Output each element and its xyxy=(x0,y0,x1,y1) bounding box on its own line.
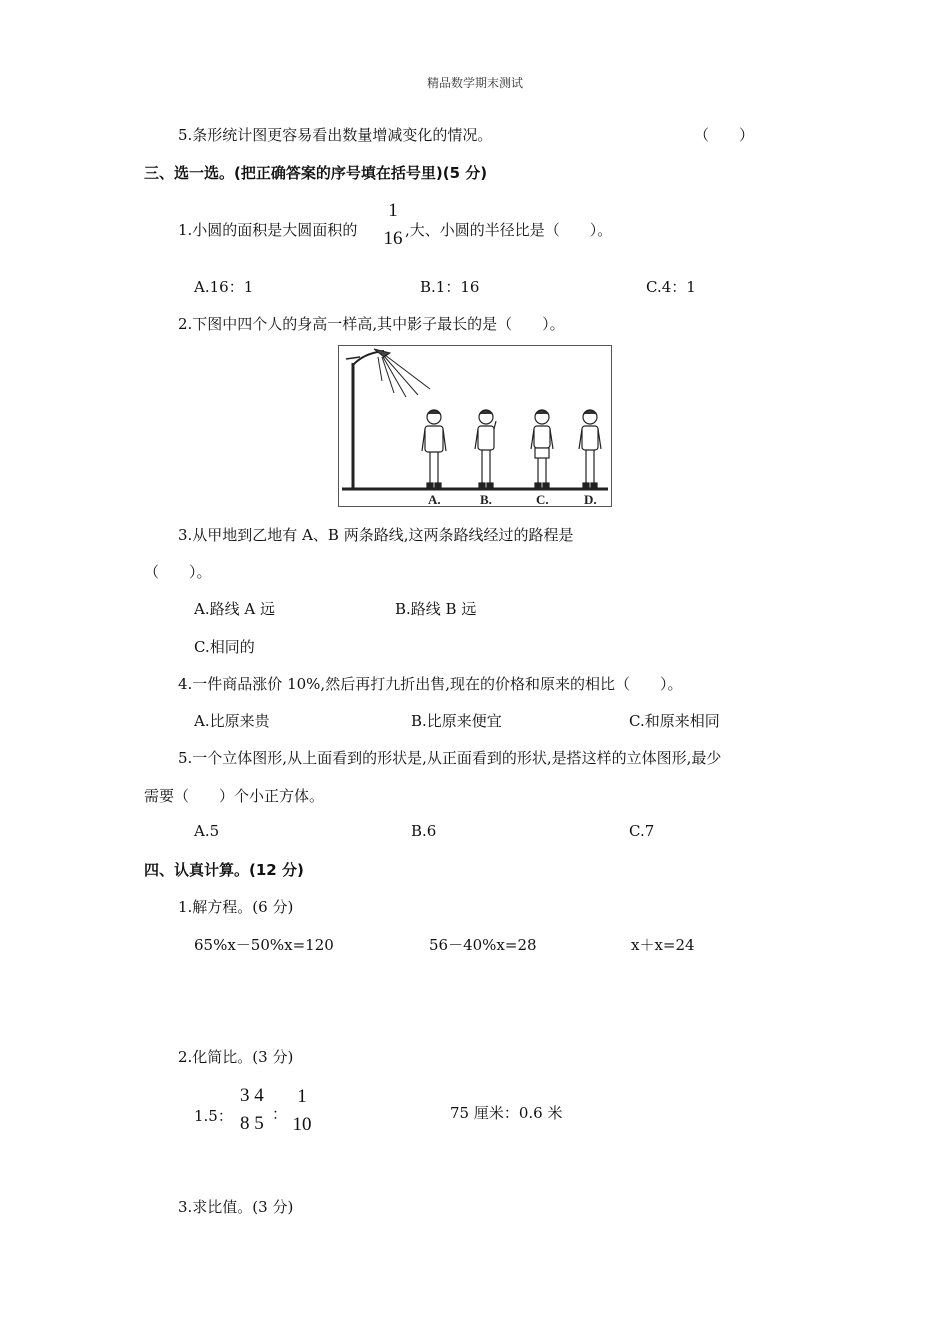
q1-option-c: C.4：1 xyxy=(646,278,696,296)
q3-option-a: A.路线 A 远 xyxy=(194,600,275,618)
question-3-line1: 3.从甲地到乙地有 A、B 两条路线,这两条路线经过的路程是 xyxy=(178,526,574,544)
q4-option-c: C.和原来相同 xyxy=(629,712,720,730)
figure-label-b: B. xyxy=(480,492,492,507)
page-header: 精品数学期末测试 xyxy=(426,76,523,90)
question-5-line1: 5.一个立体图形,从上面看到的形状是,从正面看到的形状,是搭这样的立体图形,最少 xyxy=(178,749,722,767)
sub3-title: 3.求比值。(3 分) xyxy=(178,1198,294,1216)
fraction-numerator: 1 xyxy=(388,200,398,221)
fraction-denominator: 10 xyxy=(292,1114,312,1135)
q3-option-c: C.相同的 xyxy=(194,638,255,656)
ratio-colon: ： xyxy=(272,1105,288,1123)
question-1-text: 1.小圆的面积是大圆面积的 xyxy=(178,221,358,239)
fraction-1-10 xyxy=(289,1086,315,1136)
answer-paren: （ ） xyxy=(694,126,755,144)
q4-option-a: A.比原来贵 xyxy=(194,712,270,730)
q4-option-b: B.比原来便宜 xyxy=(411,712,502,730)
question-4-text: 4.一件商品涨价 10%,然后再打九折出售,现在的价格和原来的相比（ ）。 xyxy=(178,675,683,693)
fraction-denominator: 16 xyxy=(383,228,403,249)
q5-option-c: C.7 xyxy=(629,822,655,840)
question-5-line2: 需要（ ）个小正方体。 xyxy=(144,787,325,805)
figure-label-c: C. xyxy=(536,492,549,507)
q5-option-b: B.6 xyxy=(411,822,437,840)
lamp-shadow-figure xyxy=(338,345,612,507)
ratio-item-2: 75 厘米：0.6 米 xyxy=(450,1104,563,1122)
equation-2: 56－40%x=28 xyxy=(429,936,537,954)
fraction-numerator: 1 xyxy=(297,1086,307,1107)
figure-label-d: D. xyxy=(584,492,597,507)
equation-1: 65%x－50%x=120 xyxy=(194,936,334,954)
fraction-1-16 xyxy=(380,200,406,250)
question-1-text-post: ,大、小圆的半径比是（ ）。 xyxy=(405,221,613,239)
section-3-title: 三、选一选。(把正确答案的序号填在括号里)(5 分) xyxy=(144,164,488,182)
sub1-title: 1.解方程。(6 分) xyxy=(178,898,294,916)
equation-3: x＋x=24 xyxy=(631,936,695,954)
q5-option-a: A.5 xyxy=(194,822,220,840)
q1-option-b: B.1：16 xyxy=(420,278,480,296)
ratio-bottom-digits: 8 5 xyxy=(240,1113,264,1134)
question-3-line2: （ ）。 xyxy=(144,563,212,581)
ratio-top-digits: 3 4 xyxy=(240,1085,264,1106)
figure-label-a: A. xyxy=(428,492,441,507)
ratio-prefix: 1.5： xyxy=(194,1107,233,1125)
judge-question-5: 5.条形统计图更容易看出数量增减变化的情况。 xyxy=(178,126,493,144)
q3-option-b: B.路线 B 远 xyxy=(395,600,477,618)
q1-option-a: A.16：1 xyxy=(194,278,254,296)
section-4-title: 四、认真计算。(12 分) xyxy=(144,861,304,879)
sub2-title: 2.化简比。(3 分) xyxy=(178,1048,294,1066)
question-2-text: 2.下图中四个人的身高一样高,其中影子最长的是（ ）。 xyxy=(178,315,565,333)
